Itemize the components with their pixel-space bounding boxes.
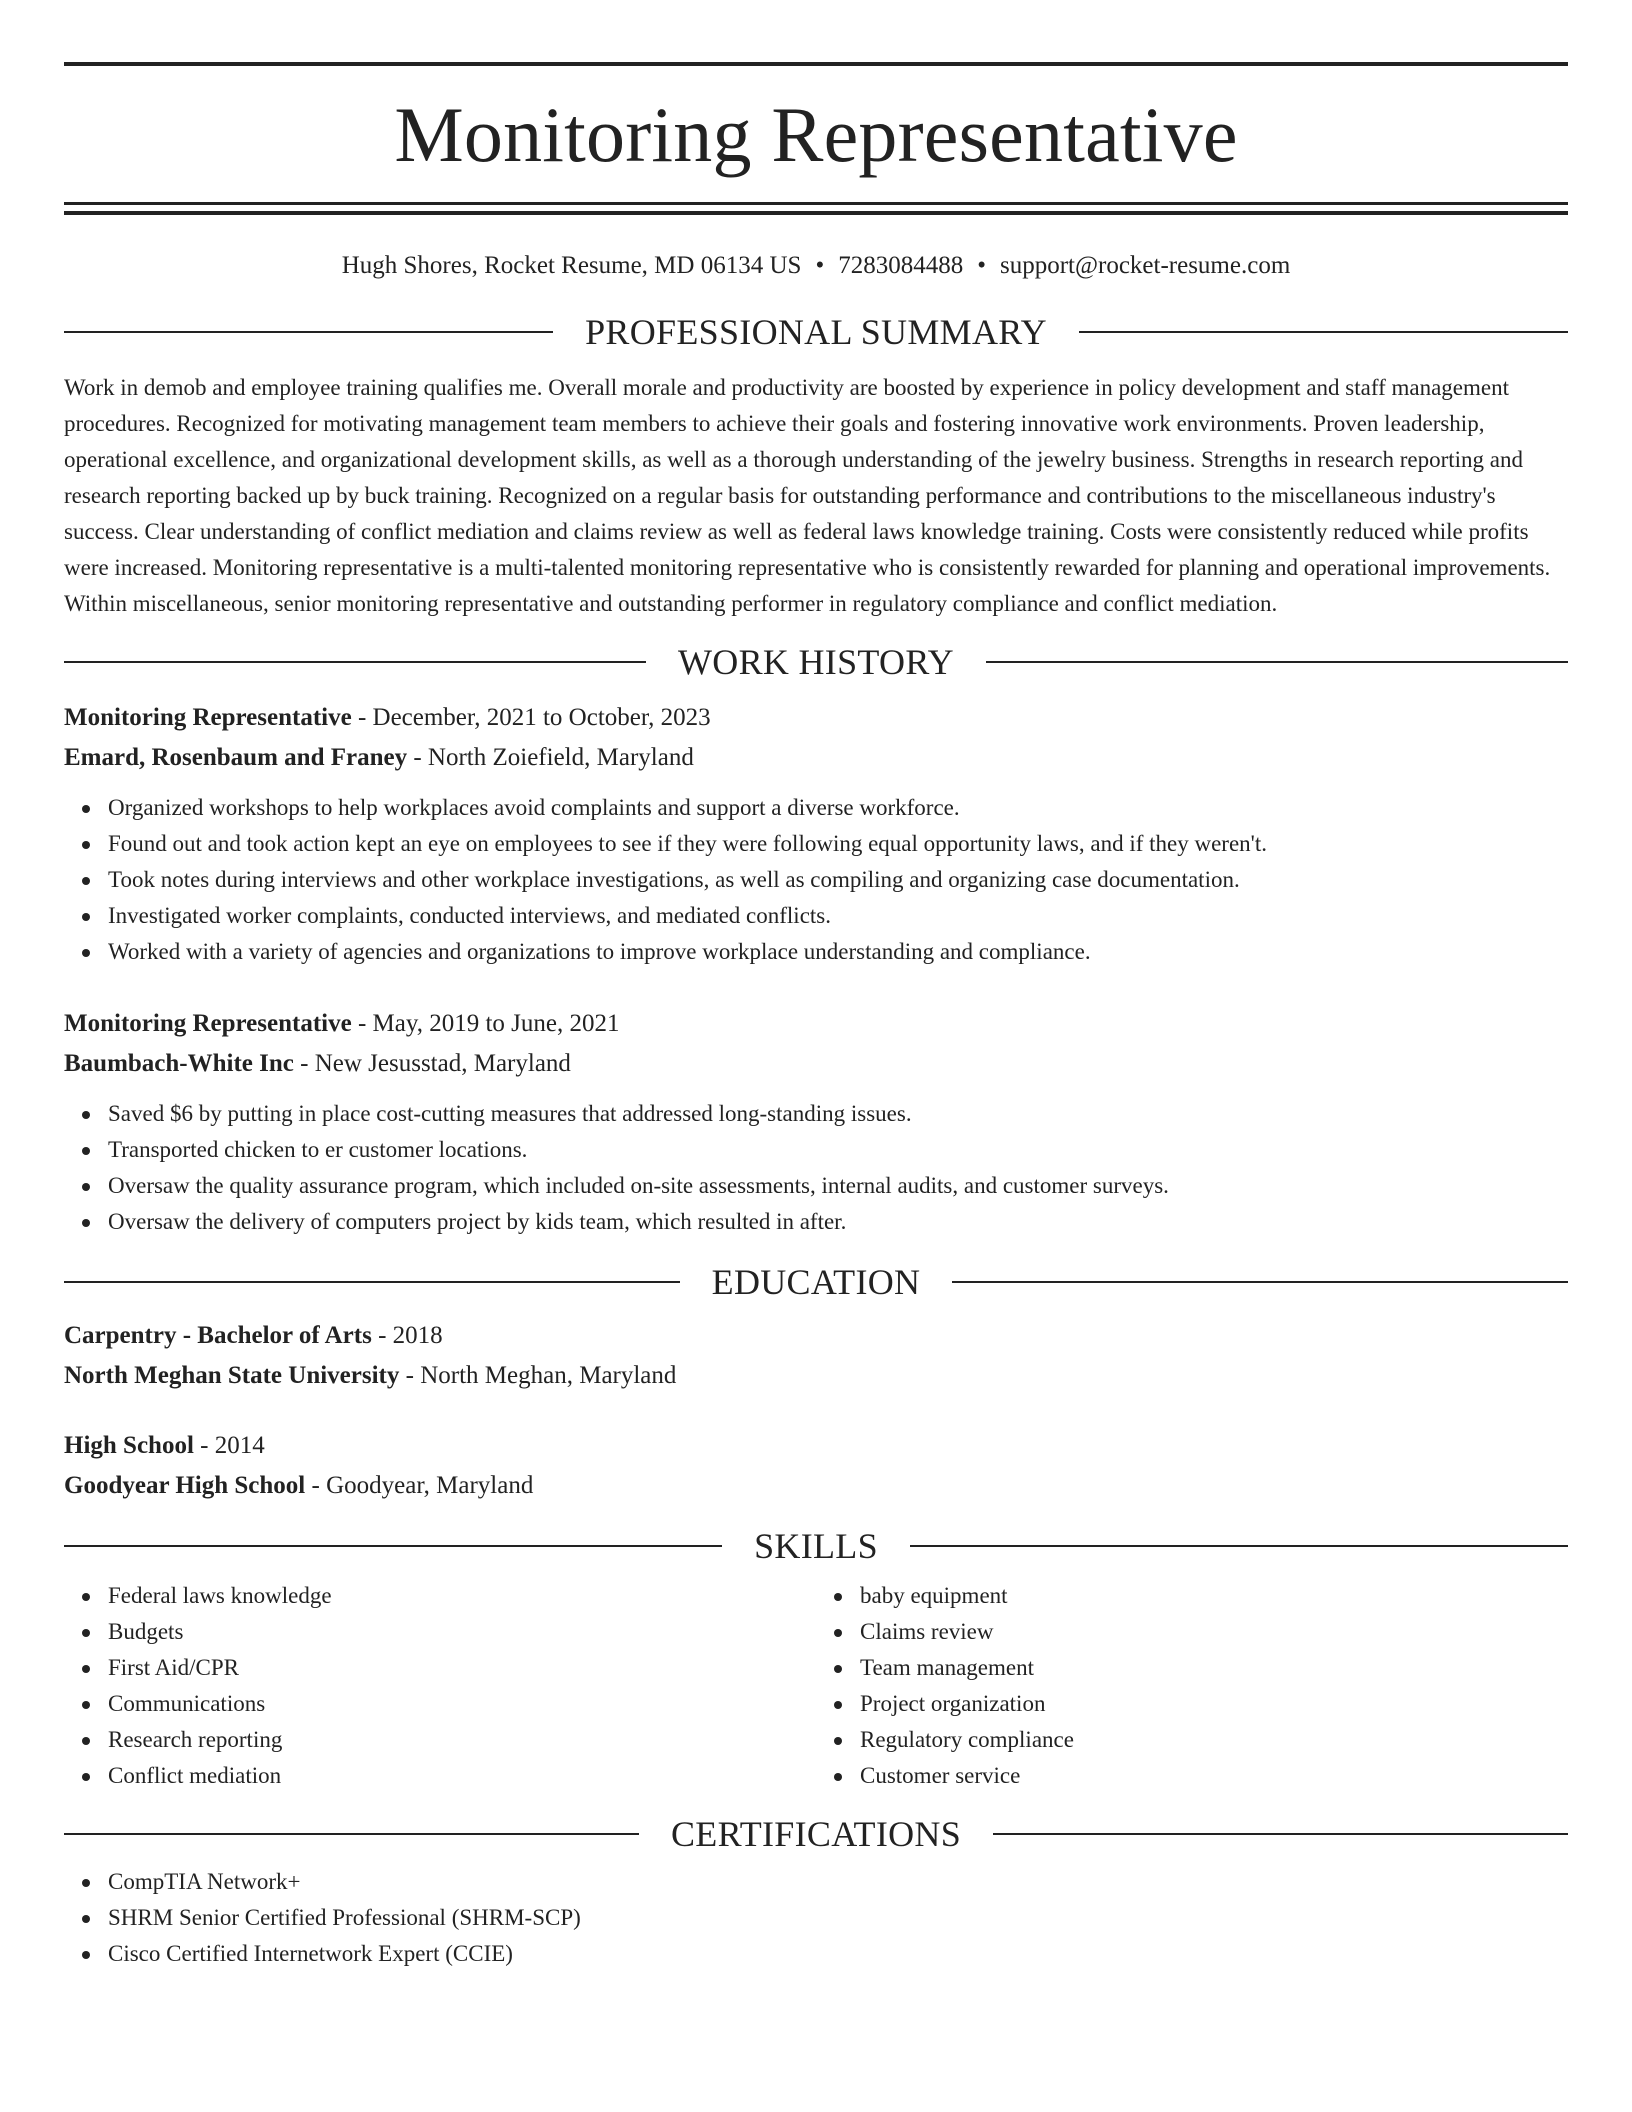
list-item: Oversaw the quality assurance program, which included on-site assessments, internal audits, and customer surveys. (108, 1168, 1568, 1204)
list-item: Team management (860, 1650, 1568, 1686)
section-header-skills (64, 1528, 1568, 1564)
list-item: SHRM Senior Certified Professional (SHRM-SCP) (108, 1900, 1568, 1936)
section-header-certifications (64, 1816, 1568, 1852)
job-location: - North Zoiefield, Maryland (407, 744, 694, 771)
section-rule (986, 661, 1568, 663)
section-rule (64, 1545, 722, 1547)
list-item: Research reporting (108, 1722, 816, 1758)
list-item: Customer service (860, 1758, 1568, 1794)
job-entry (64, 1004, 1568, 1240)
job-bullets (64, 790, 1568, 970)
job-entry (64, 698, 1568, 970)
list-item: CompTIA Network+ (108, 1864, 1568, 1900)
section-rule (910, 1545, 1568, 1547)
section-rule (64, 331, 553, 333)
section-rule (1079, 331, 1568, 333)
skills-column-right (816, 1578, 1568, 1794)
job-company-line (64, 1044, 1568, 1084)
section-title: CERTIFICATIONS (670, 1814, 962, 1854)
resume-title: Monitoring Representative (394, 91, 1238, 178)
section-header-education (64, 1264, 1568, 1300)
education-degree-line (64, 1426, 1568, 1466)
contact-separator: • (815, 252, 825, 279)
list-item: Oversaw the delivery of computers project by kids team, which resulted in after. (108, 1204, 1568, 1240)
job-company-line (64, 738, 1568, 778)
education-entry (64, 1426, 1568, 1506)
section-rule (993, 1833, 1568, 1835)
list-item: Project organization (860, 1686, 1568, 1722)
list-item: Cisco Certified Internetwork Expert (CCIE) (108, 1936, 1568, 1972)
list-item: baby equipment (860, 1578, 1568, 1614)
section-rule (64, 661, 646, 663)
education-year: - 2018 (371, 1322, 443, 1349)
job-company: Baumbach-White Inc (64, 1050, 294, 1077)
summary-text: Work in demob and employee training qualifies me. Overall morale and productivity are boosted by experience in policy development and staff management procedures. Recognized for motivating management team members to achieve their goals and fostering innovative work environments. Proven leadership, operational excellence, and organizational development skills, as well as a thorough understanding of the jewelry business. Strengths in research reporting and research reporting backed up by buck training. Recognized on a regular basis for outstanding performance and contributions to the miscellaneous industry's success. Clear understanding of conflict mediation and claims review as well as federal laws knowledge training. Costs were consistently reduced while profits were increased. Monitoring representative is a multi-talented monitoring representative who is consistently rewarded for planning and operational improvements. Within miscellaneous, senior monitoring representative and outstanding performer in regulatory compliance and conflict mediation. (64, 375, 1551, 616)
education-degree-line (64, 1316, 1568, 1356)
list-item: Organized workshops to help workplaces avoid complaints and support a diverse workforce. (108, 790, 1568, 826)
list-item: Claims review (860, 1614, 1568, 1650)
list-item: Saved $6 by putting in place cost-cutting measures that addressed long-standing issues. (108, 1096, 1568, 1132)
section-rule (64, 1833, 639, 1835)
skills-column-left (64, 1578, 816, 1794)
job-bullets (64, 1096, 1568, 1240)
contact-line (64, 253, 1568, 278)
education-school: North Meghan State University (64, 1362, 400, 1389)
section-rule (952, 1281, 1568, 1283)
certifications-list (64, 1864, 1568, 1972)
education-school-line (64, 1356, 1568, 1396)
section-title: EDUCATION (711, 1262, 921, 1302)
list-item: Communications (108, 1686, 816, 1722)
job-dates: - May, 2019 to June, 2021 (351, 1010, 620, 1037)
skills-grid (64, 1578, 1568, 1794)
contact-address: Hugh Shores, Rocket Resume, MD 06134 US (341, 252, 802, 279)
list-item: First Aid/CPR (108, 1650, 816, 1686)
job-title-line (64, 698, 1568, 738)
list-item: Found out and took action kept an eye on employees to see if they were following equal opportunity laws, and if they weren't. (108, 826, 1568, 862)
section-rule (64, 1281, 680, 1283)
contact-separator: • (977, 252, 986, 279)
section-header-work (64, 644, 1568, 680)
job-title-line (64, 1004, 1568, 1044)
section-header-summary (64, 314, 1568, 350)
job-company: Emard, Rosenbaum and Franey (64, 744, 408, 771)
title-rule-upper (64, 202, 1568, 205)
section-title: PROFESSIONAL SUMMARY (585, 312, 1047, 352)
job-title: Monitoring Representative (64, 1010, 352, 1037)
contact-email: support@rocket-resume.com (999, 252, 1291, 279)
list-item: Investigated worker complaints, conducted interviews, and mediated conflicts. (108, 898, 1568, 934)
section-title: WORK HISTORY (678, 642, 954, 682)
education-year: - 2014 (193, 1432, 265, 1459)
education-degree: Carpentry - Bachelor of Arts (64, 1322, 372, 1349)
title-rule-lower (64, 211, 1568, 215)
education-degree: High School (64, 1432, 194, 1459)
job-location: - New Jesusstad, Maryland (293, 1050, 571, 1077)
job-dates: - December, 2021 to October, 2023 (351, 704, 711, 731)
list-item: Federal laws knowledge (108, 1578, 816, 1614)
list-item: Took notes during interviews and other workplace investigations, as well as compiling and organizing case documentation. (108, 862, 1568, 898)
education-school-line (64, 1466, 1568, 1506)
list-item: Worked with a variety of agencies and organizations to improve workplace understanding and compliance. (108, 934, 1568, 970)
list-item: Transported chicken to er customer locations. (108, 1132, 1568, 1168)
job-title: Monitoring Representative (64, 704, 352, 731)
list-item: Budgets (108, 1614, 816, 1650)
section-title: SKILLS (754, 1526, 878, 1566)
list-item: Conflict mediation (108, 1758, 816, 1794)
education-school: Goodyear High School (64, 1472, 306, 1499)
education-location: - Goodyear, Maryland (305, 1472, 534, 1499)
contact-phone: 7283084488 (838, 252, 964, 279)
education-location: - North Meghan, Maryland (399, 1362, 677, 1389)
education-entry (64, 1316, 1568, 1396)
list-item: Regulatory compliance (860, 1722, 1568, 1758)
